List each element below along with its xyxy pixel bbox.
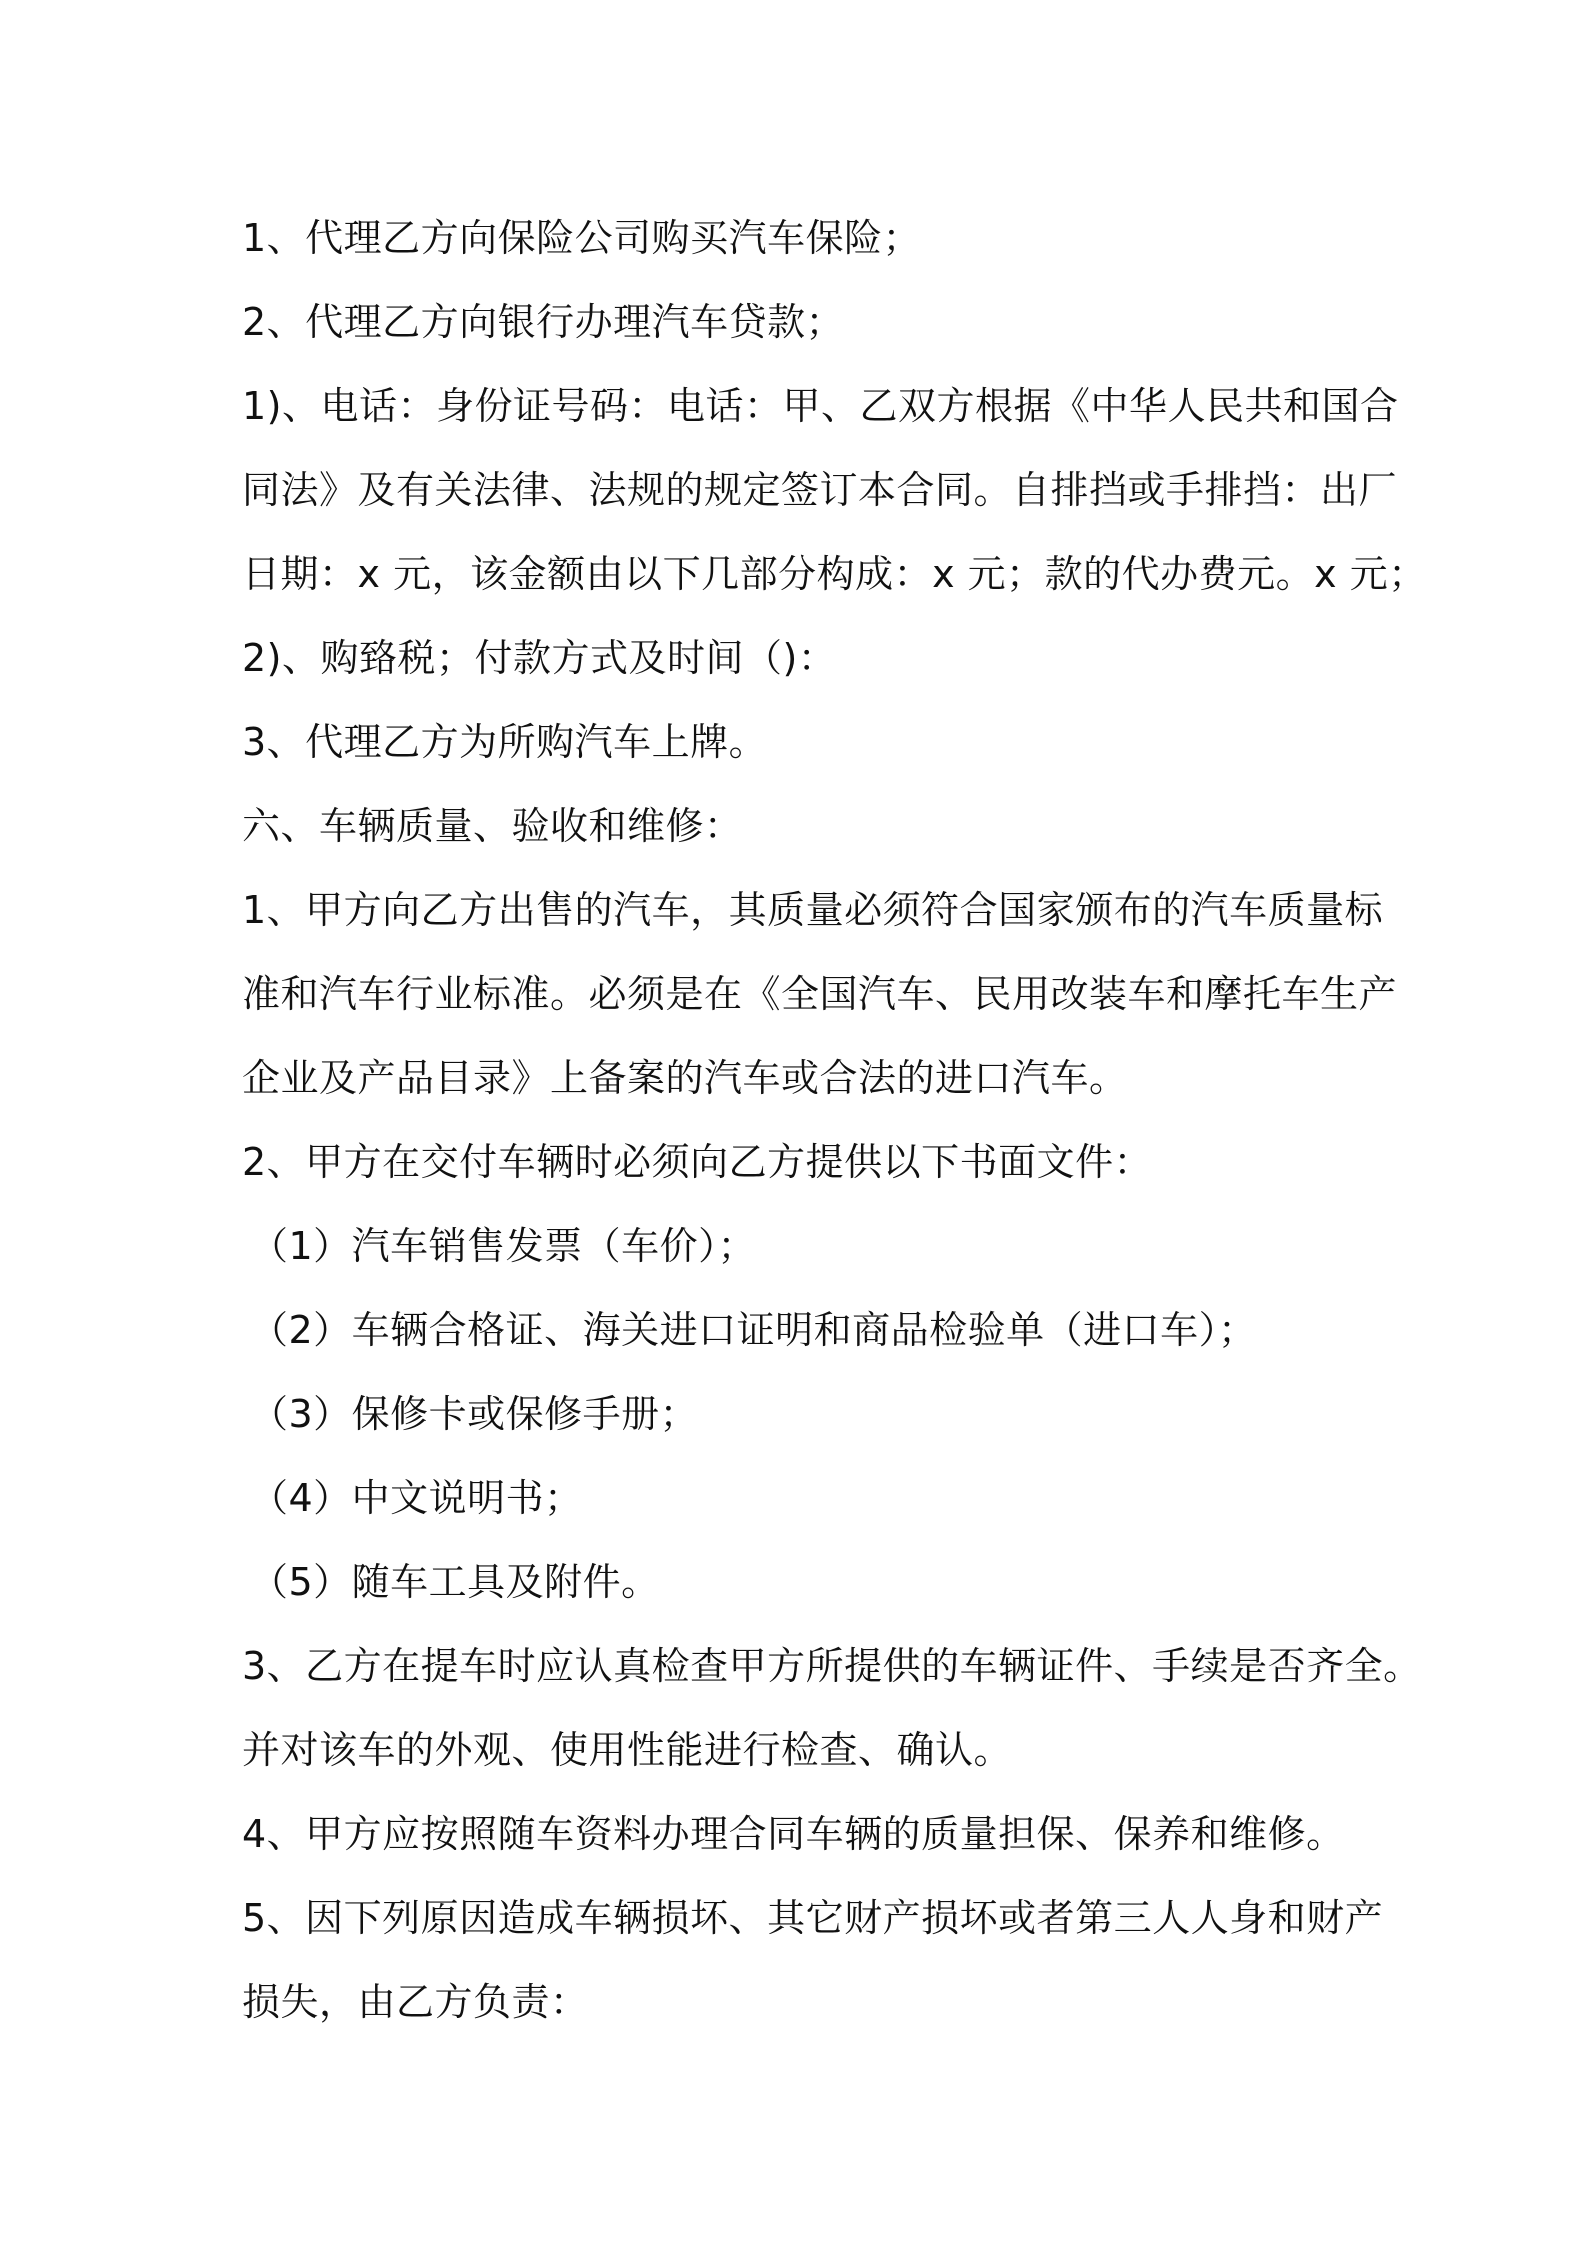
- text-line: 1、代理乙方向保险公司购买汽车保险；: [242, 216, 922, 260]
- text-line: 准和汽车行业标准。必须是在《全国汽车、民用改装车和摩托车生产: [242, 972, 1398, 1016]
- text-line: 并对该车的外观、使用性能进行检查、确认。: [242, 1728, 1013, 1772]
- text-line: 3、乙方在提车时应认真检查甲方所提供的车辆证件、手续是否齐全。: [242, 1644, 1422, 1688]
- list-item: （3）保修卡或保修手册；: [250, 1392, 699, 1436]
- text-line: 2、甲方在交付车辆时必须向乙方提供以下书面文件：: [242, 1140, 1153, 1184]
- text-line: 2、代理乙方向银行办理汽车贷款；: [242, 300, 845, 344]
- list-item: （1）汽车销售发票（车价）；: [250, 1224, 757, 1268]
- text-line: 2)、购臵税；付款方式及时间（)：: [242, 636, 837, 680]
- text-line: 损失，由乙方负责：: [242, 1980, 589, 2024]
- list-item: （4）中文说明书；: [250, 1476, 583, 1520]
- text-line: 5、因下列原因造成车辆损坏、其它财产损坏或者第三人人身和财产: [242, 1896, 1384, 1940]
- text-line: 4、甲方应按照随车资料办理合同车辆的质量担保、保养和维修。: [242, 1812, 1345, 1856]
- section-heading: 六、车辆质量、验收和维修：: [242, 804, 743, 848]
- text-line: 企业及产品目录》上备案的汽车或合法的进口汽车。: [242, 1056, 1128, 1100]
- text-line: 1、甲方向乙方出售的汽车，其质量必须符合国家颁布的汽车质量标: [242, 888, 1384, 932]
- list-item: （5）随车工具及附件。: [250, 1560, 660, 1604]
- document-body: [242, 196, 1427, 2044]
- text-line: 日期：x 元，该金额由以下几部分构成：x 元；款的代办费元。x 元；: [242, 552, 1427, 596]
- list-item: （2）车辆合格证、海关进口证明和商品检验单（进口车）；: [250, 1308, 1257, 1352]
- text-line: 1)、电话：身份证号码：电话：甲、乙双方根据《中华人民共和国合: [242, 384, 1399, 428]
- text-line: 3、代理乙方为所购汽车上牌。: [242, 720, 768, 764]
- text-line: 同法》及有关法律、法规的规定签订本合同。自排挡或手排挡：出厂: [242, 468, 1398, 512]
